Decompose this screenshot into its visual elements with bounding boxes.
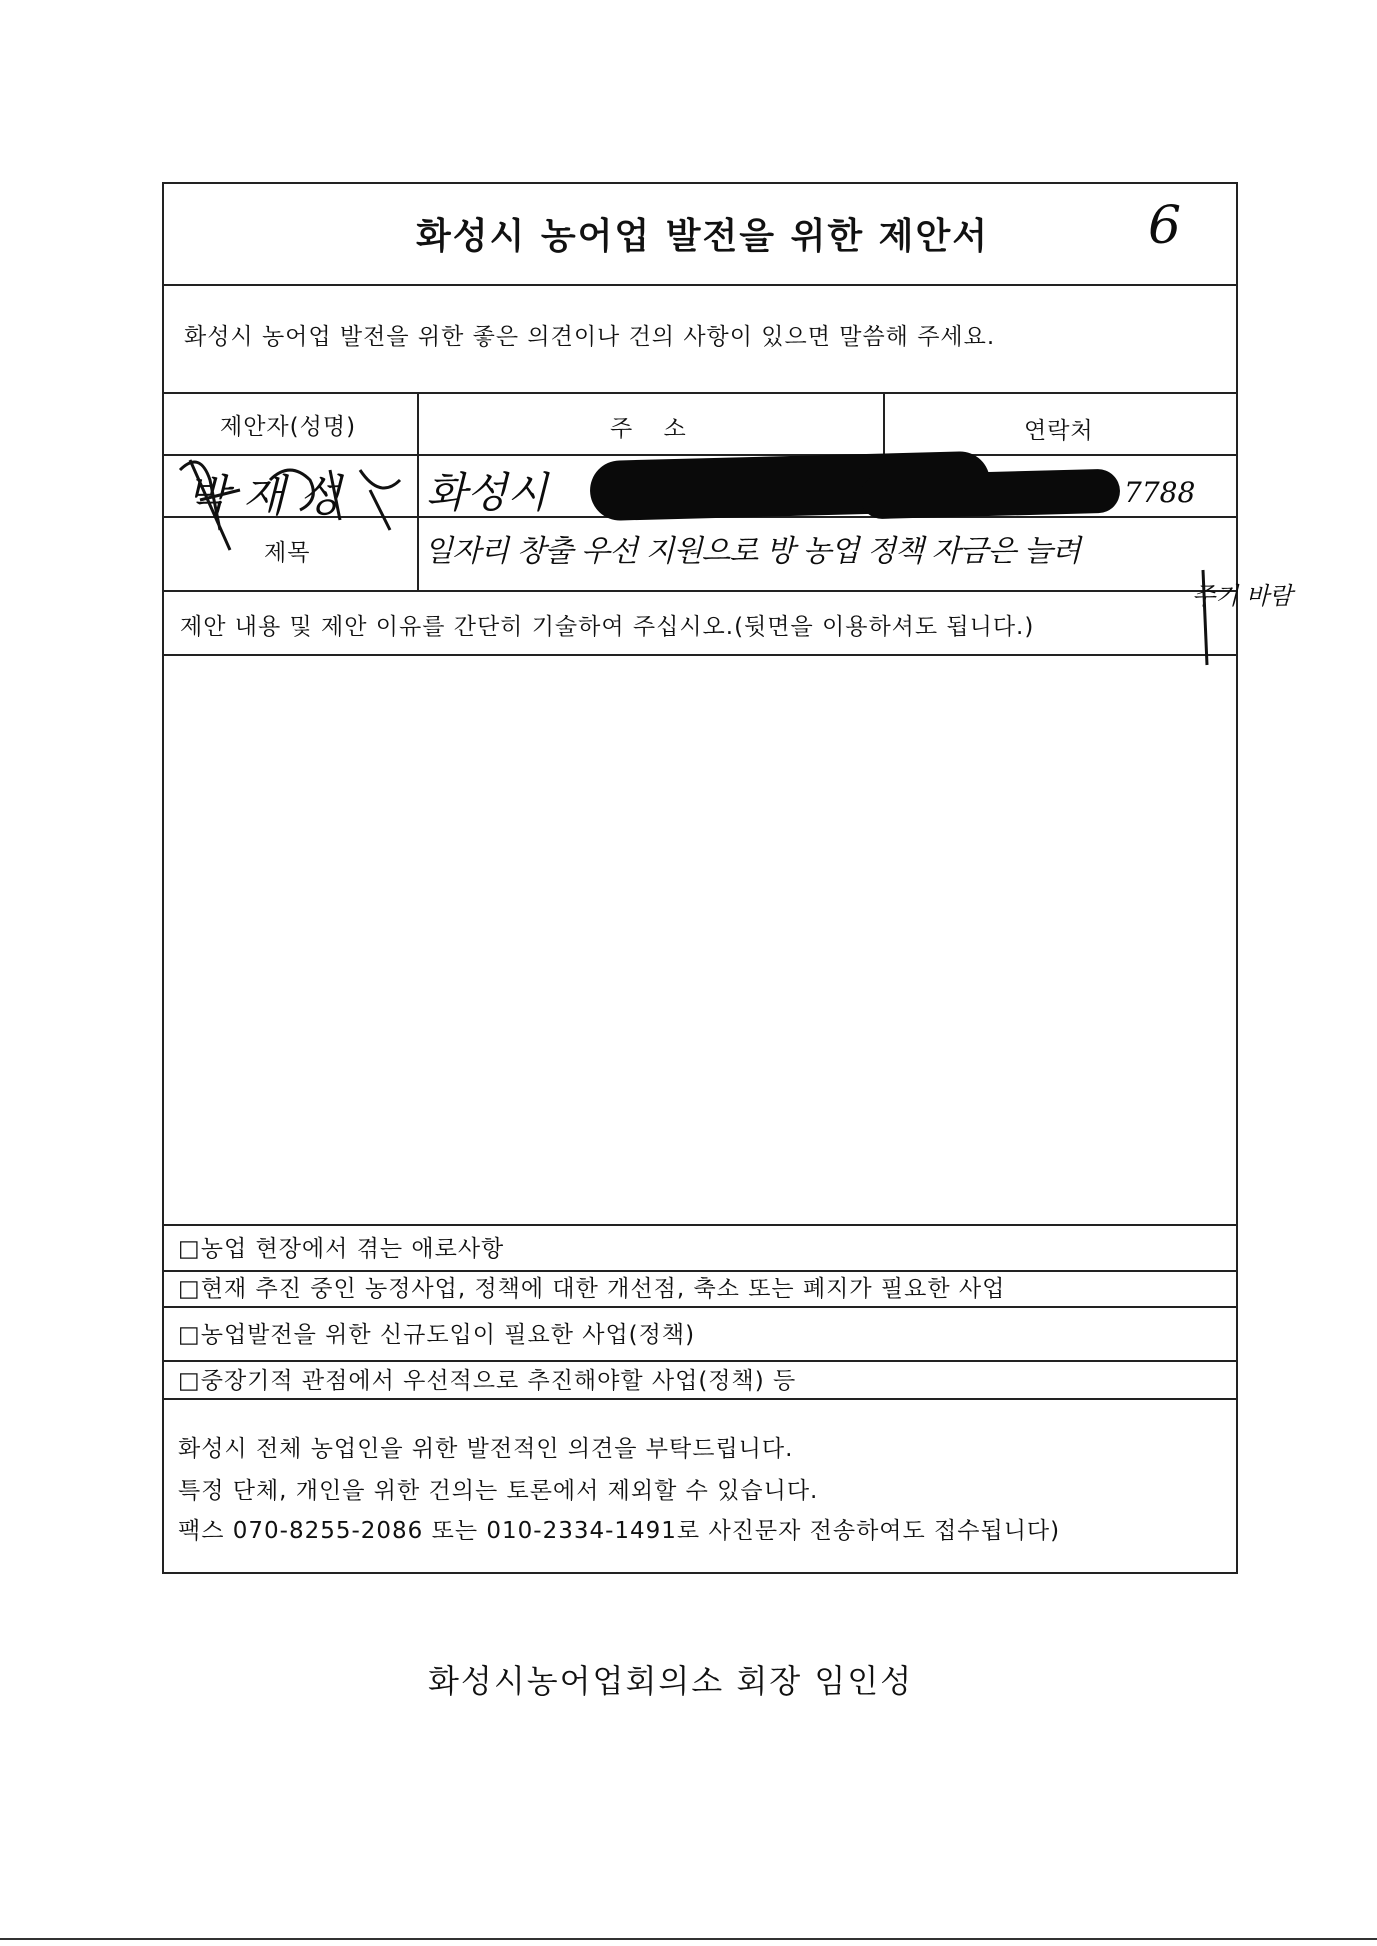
handwritten-subject-line2: 주기 바람 bbox=[1192, 582, 1293, 610]
divider-check-2 bbox=[162, 1306, 1238, 1308]
footer-signature: 화성시농어업회의소 회장 임인성 bbox=[428, 1662, 914, 1700]
page-number: 6 bbox=[1148, 196, 1182, 256]
header-subject: 제목 bbox=[264, 540, 311, 566]
note-3: 팩스 070-8255-2086 또는 010-2334-1491로 사진문자 전송하여도 접수됩니다) bbox=[178, 1518, 1061, 1544]
header-proposer: 제안자(성명) bbox=[220, 414, 357, 440]
handwritten-subject-line1: 일자리 창출 우선 지원으로 방 농업 정책 자금은 늘려 bbox=[424, 534, 1080, 569]
divider-title bbox=[162, 284, 1238, 286]
handwritten-name: 박 재 성 bbox=[186, 471, 342, 522]
note-1: 화성시 전체 농업인을 위한 발전적인 의견을 부탁드립니다. bbox=[178, 1436, 794, 1462]
redaction-mark-tail bbox=[859, 469, 1120, 520]
header-contact: 연락처 bbox=[1024, 418, 1094, 444]
divider-content-area bbox=[162, 1224, 1238, 1226]
checklist-item-2: □현재 추진 중인 농정사업, 정책에 대한 개선점, 축소 또는 폐지가 필요한 사업 bbox=[178, 1276, 1006, 1302]
divider-instruction bbox=[162, 654, 1238, 656]
checklist-item-3: □농업발전을 위한 신규도입이 필요한 사업(정책) bbox=[178, 1322, 696, 1348]
checklist-item-4: □중장기적 관점에서 우선적으로 추진해야할 사업(정책) 등 bbox=[178, 1368, 797, 1394]
instruction-text: 제안 내용 및 제안 이유를 간단히 기술하여 주십시오.(뒷면을 이용하셔도 됩니다.) bbox=[180, 614, 1035, 640]
column-divider-1 bbox=[417, 392, 419, 590]
form-title: 화성시 농어업 발전을 위한 제안서 bbox=[416, 216, 989, 257]
note-2: 특정 단체, 개인을 위한 건의는 토론에서 제외할 수 있습니다. bbox=[178, 1478, 819, 1504]
handwritten-address: 화성시 bbox=[426, 468, 548, 517]
handwritten-contact: 7788 bbox=[1124, 476, 1196, 509]
divider-subject-row bbox=[162, 590, 1238, 592]
subject-pen-stroke bbox=[1195, 570, 1215, 670]
page-bottom-rule bbox=[0, 1938, 1377, 1940]
divider-check-4 bbox=[162, 1398, 1238, 1400]
header-address: 주 소 bbox=[610, 416, 687, 442]
intro-text: 화성시 농어업 발전을 위한 좋은 의견이나 건의 사항이 있으면 말씀해 주세요. bbox=[184, 324, 996, 350]
divider-intro bbox=[162, 392, 1238, 394]
checklist-item-1: □농업 현장에서 겪는 애로사항 bbox=[178, 1236, 505, 1262]
